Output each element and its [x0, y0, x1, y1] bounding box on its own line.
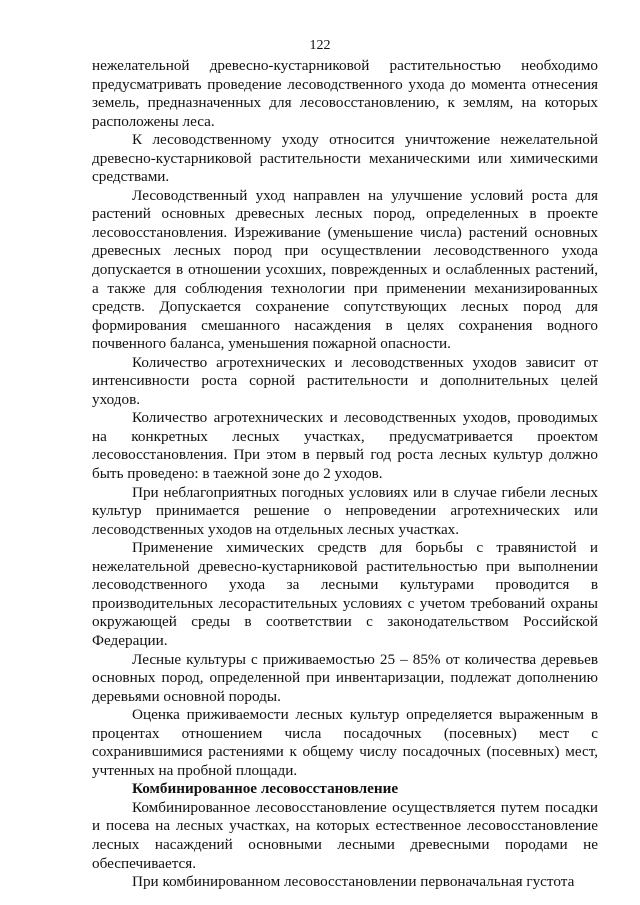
- document-body: [92, 57, 598, 892]
- paragraph: К лесоводственному уходу относится уничтожение нежелательной древесно-кустарниковой растительности механическими или химическими средствами.: [92, 131, 598, 186]
- paragraph: Лесоводственный уход направлен на улучшение условий роста для растений основных древесных лесных пород, определенных в проекте лесовосстановления. Изреживание (уменьшение числа) растений основных древесных лесных пород при осуществлении лесоводственного ухода допускается в отношении усохших, поврежденных и ослабленных растений, а также для соблюдения технологии при применении механизированных средств. Допускается сохранение сопутствующих лесных пород для формирования смешанного насаждения в целях сохранения водного почвенного баланса, уменьшения пожарной опасности.: [92, 186, 598, 353]
- paragraph: Комбинированное лесовосстановление осуществляется путем посадки и посева на лесных участках, на которых естественное лесовосстановление лесных насаждений основными лесными древесными породами не обеспечивается.: [92, 798, 598, 872]
- section-heading: Комбинированное лесовосстановление: [132, 780, 399, 798]
- paragraph: Оценка приживаемости лесных культур определяется выраженным в процентах отношением числа посадочных (посевных) мест с сохранившимися растениями к общему числу посадочных (посевных) мест, учтенных на пробной площади.: [92, 706, 598, 779]
- paragraph: При комбинированном лесовосстановлении первоначальная густота: [132, 873, 575, 891]
- paragraph-continuation: нежелательной древесно-кустарниковой растительностью необходимо предусматривать проведение лесоводственного ухода до момента отнесения земель, предназначенных для лесовосстановлению, к землям, на которых расположены леса.: [92, 57, 598, 130]
- paragraph: Лесные культуры с приживаемостью 25 – 85% от количества деревьев основных пород, определенной при инвентаризации, подлежат дополнению деревьями основной породы.: [92, 650, 598, 705]
- paragraph: Количество агротехнических и лесоводственных уходов зависит от интенсивности роста сорной растительности и дополнительных целей уходов.: [92, 353, 598, 408]
- paragraph: При неблагоприятных погодных условиях или в случае гибели лесных культур принимается решение о непроведении агротехнических или лесоводственных уходов на отдельных лесных участках.: [92, 483, 598, 538]
- page-number: 122: [309, 38, 331, 53]
- paragraph: Применение химических средств для борьбы с травянистой и нежелательной древесно-кустарниковой растительностью при выполнении лесоводственного ухода за лесными культурами проводится в производительных лесорастительных условиях с учетом требований охраны окружающей среды в соответствии с законодательством Российской Федерации.: [92, 539, 598, 649]
- paragraph: Количество агротехнических и лесоводственных уходов, проводимых на конкретных лесных участках, предусматривается проектом лесовосстановления. При этом в первый год роста лесных культур должно быть проведено: в таежной зоне до 2 уходов.: [92, 409, 598, 483]
